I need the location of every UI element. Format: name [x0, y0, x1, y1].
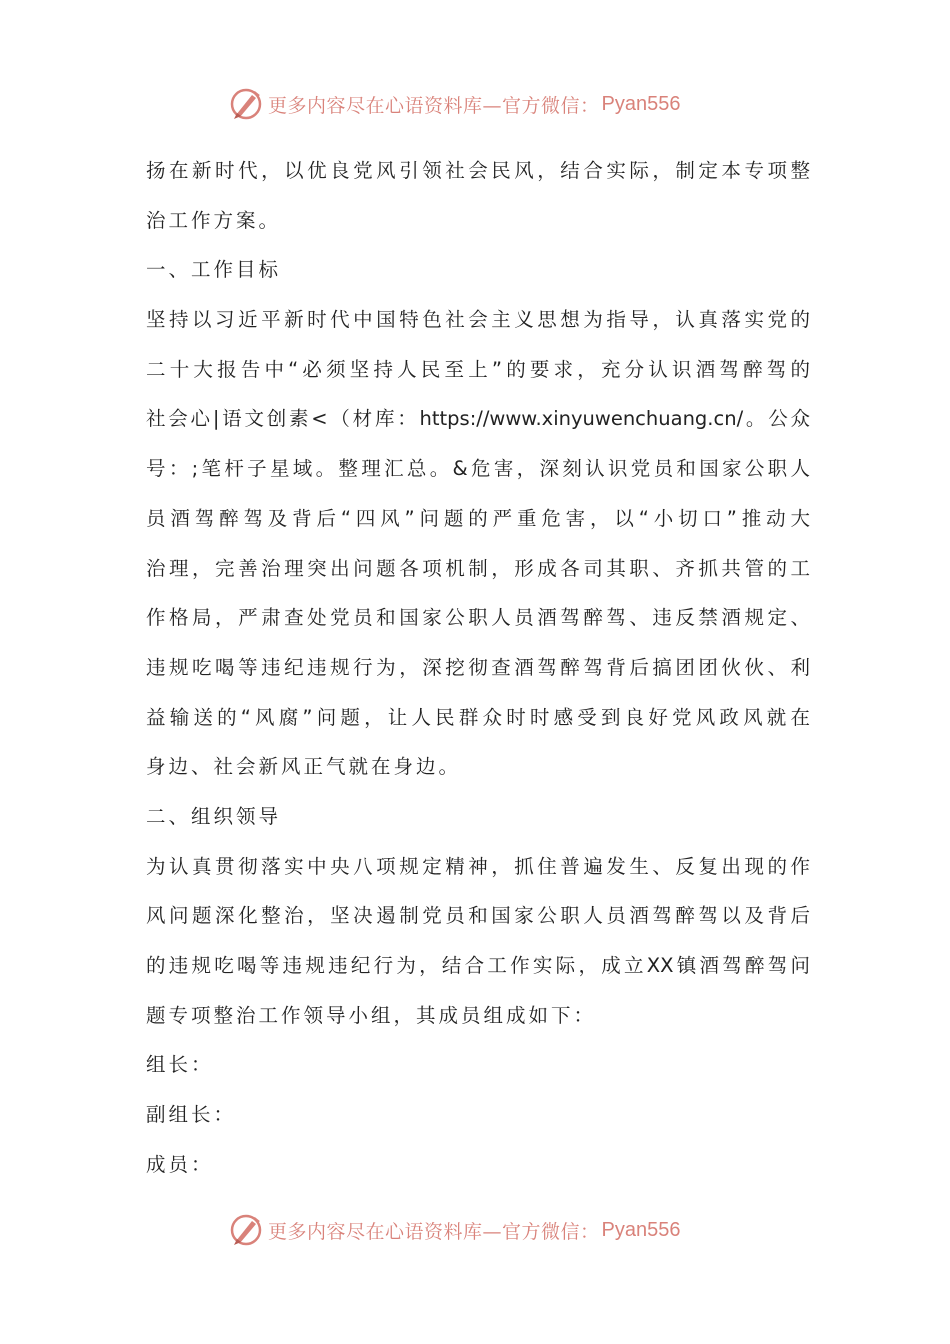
section-heading: 一、工作目标	[146, 258, 282, 282]
members-label: 成员：	[146, 1152, 214, 1176]
body-line: 违规吃喝等违纪违规行为，深挖彻查酒驾醉驾背后搞团团伙伙、利	[146, 655, 810, 679]
watermark-text: 更多内容尽在心语资料库—官方微信：	[268, 1220, 600, 1243]
body-line: 风问题深化整治，坚决遏制党员和国家公职人员酒驾醉驾以及背后	[146, 904, 810, 928]
leader-label: 组长：	[146, 1053, 214, 1077]
watermark-wechat-id: Pyan556	[601, 1218, 681, 1241]
body-line: 坚持以习近平新时代中国特色社会主义思想为指导，认真落实党的	[146, 308, 810, 332]
body-line: 二十大报告中“必须坚持人民至上”的要求，充分认识酒驾醉驾的	[146, 357, 810, 381]
body-line: 治工作方案。	[146, 208, 282, 232]
body-line: 作格局，严肃查处党员和国家公职人员酒驾醉驾、违反禁酒规定、	[146, 606, 810, 630]
document-body	[146, 146, 810, 1189]
watermark-wechat-id: Pyan556	[601, 92, 681, 115]
body-line: 号：;笔杆子星域。整理汇总。&危害，深刻认识党员和国家公职人	[146, 457, 810, 481]
section-heading: 二、组织领导	[146, 804, 282, 828]
watermark-banner-bottom	[228, 1210, 680, 1250]
pen-logo-icon	[228, 1212, 264, 1248]
body-line: 治理，完善治理突出问题各项机制，形成各司其职、齐抓共管的工	[146, 556, 810, 580]
body-line: 扬在新时代，以优良党风引领社会民风，结合实际，制定本专项整	[146, 159, 810, 182]
deputy-leader-label: 副组长：	[146, 1103, 237, 1127]
watermark-text: 更多内容尽在心语资料库—官方微信：	[268, 94, 600, 117]
body-line: 社会心|语文创素<（材库：https://www.xinyuwenchuang.cn/。公众	[146, 407, 810, 431]
watermark-banner-top	[228, 84, 680, 124]
body-line: 题专项整治工作领导小组，其成员组成如下：	[146, 1003, 597, 1027]
pen-logo-icon	[228, 86, 264, 122]
body-line: 为认真贯彻落实中央八项规定精神，抓住普遍发生、反复出现的作	[146, 854, 810, 878]
body-line: 益输送的“风腐”问题，让人民群众时时感受到良好党风政风就在	[146, 705, 810, 729]
body-line: 员酒驾醉驾及背后“四风”问题的严重危害，以“小切口”推动大	[146, 506, 810, 530]
body-line: 身边、社会新风正气就在身边。	[146, 755, 462, 779]
body-line: 的违规吃喝等违规违纪行为，结合工作实际，成立XX镇酒驾醉驾问	[146, 954, 810, 977]
